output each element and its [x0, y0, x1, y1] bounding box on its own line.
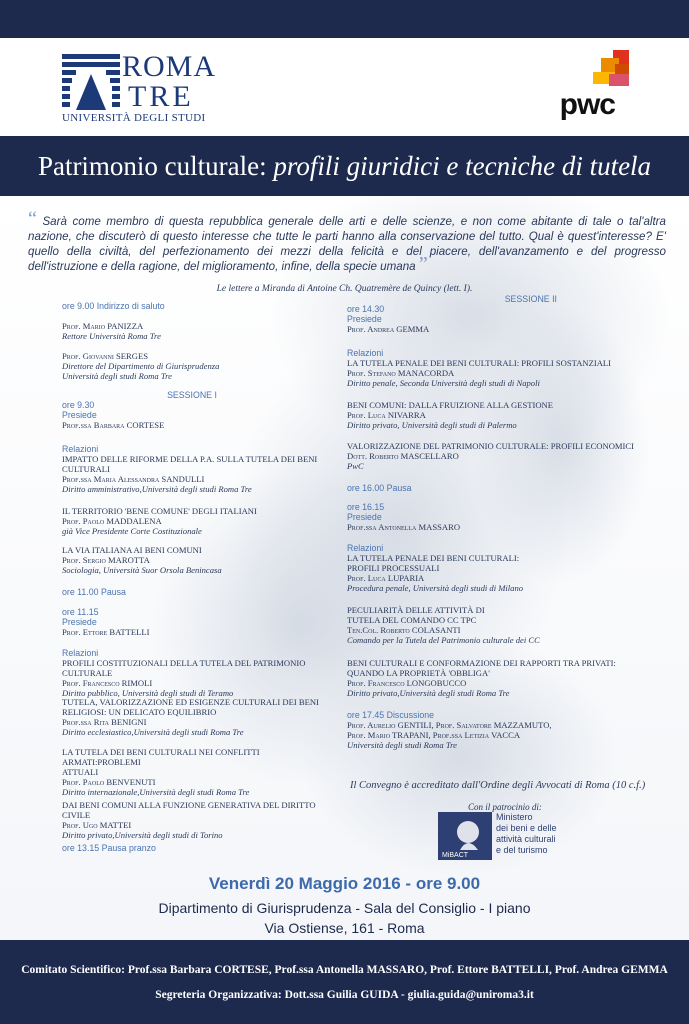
welcome-block	[62, 301, 322, 311]
chair-block	[347, 502, 647, 532]
title-bar	[0, 136, 689, 196]
speaker-role: Università degli studi Roma Tre	[62, 371, 172, 381]
time-heading: ore 13.15 Pausa pranzo	[62, 843, 156, 853]
talk-title: PECULIARITÀ DELLE ATTIVITÀ DI	[347, 605, 485, 615]
time-heading: ore 11.15	[62, 607, 99, 617]
mibact-line: e del turismo	[496, 845, 548, 855]
title-main: Patrimonio culturale:	[37, 150, 267, 181]
roma-tre-arch-icon	[62, 54, 120, 112]
talk-block	[347, 658, 647, 698]
speaker-role: Diritto privato,Università degli studi di Torino	[62, 830, 223, 840]
program-area	[0, 196, 689, 940]
speaker-role: Diritto privato, Università degli studi di Palermo	[347, 420, 517, 430]
mibact-line: Ministero	[496, 812, 533, 822]
talk-block	[347, 543, 647, 593]
talk-block	[347, 441, 647, 471]
mibact-emblem-icon	[438, 812, 492, 860]
speaker-name: Prof. Paolo BENVENUTI	[62, 777, 156, 787]
speaker-name: Prof. Francesco RIMOLI	[62, 678, 153, 688]
speaker-role: Diritto pubblico, Università degli studi di Teramo	[62, 688, 234, 698]
organizing-secretariat: Segreteria Organizzativa: Dott.ssa Guilia GUIDA - giulia.guida@uniroma3.it	[155, 989, 534, 1001]
time-heading: ore 11.00 Pausa	[62, 587, 126, 597]
talk-title: VALORIZZAZIONE DEL PATRIMONIO CULTURALE: PROFILI ECONOMICI	[347, 441, 635, 451]
chair-block	[62, 607, 322, 637]
roma-tre-logo	[62, 50, 217, 126]
mibact-lines	[496, 812, 557, 856]
speaker-name: Prof. Paolo MADDALENA	[62, 516, 162, 526]
title-italic: profili giuridici e tecniche di tutela	[273, 150, 652, 181]
talk-block	[62, 648, 322, 698]
session-2-block	[347, 294, 647, 334]
speaker-name: Ten.Col. Roberto COLASANTI	[347, 625, 461, 635]
talk-title: TUTELA, VALORIZZAZIONE ED ESIGENZE CULTURALI DEI BENI	[62, 697, 319, 707]
speaker-block	[62, 351, 322, 381]
time-heading: ore 14.30	[347, 304, 385, 314]
session-heading: SESSIONE II	[504, 294, 557, 304]
speaker-role: Comando per la Tutela del Patrimonio culturale dei CC	[347, 635, 540, 645]
pwc-blocks-icon	[589, 50, 629, 88]
section-heading: Relazioni	[347, 348, 384, 358]
time-heading: ore 17.45 Discussione	[347, 710, 435, 720]
talk-block	[347, 348, 647, 388]
chair-heading: Presiede	[347, 314, 382, 324]
lunch-block	[62, 843, 322, 853]
talk-title: PROFILI PROCESSUALI	[347, 563, 440, 573]
roma-tre-roma: ROMA	[122, 50, 217, 83]
time-heading: ore 9.00 Indirizzo di saluto	[62, 301, 165, 311]
mibact-line: dei beni e delle	[496, 823, 557, 833]
talk-title: LA TUTELA DEI BENI CULTURALI NEI CONFLITTI ARMATI:PROBLEMI	[62, 747, 260, 767]
logo-bar	[0, 38, 689, 136]
mibact-logo	[438, 812, 558, 864]
speaker-name: Prof. Stefano MANACORDA	[347, 368, 455, 378]
speaker-name: Prof. Luca NIVARRA	[347, 410, 426, 420]
speaker-role: Università degli studi Roma Tre	[347, 740, 457, 750]
quote-text: Sarà come membro di questa repubblica generale delle arti e delle scienze, e non come abitante di tale o tal'altra nazione, che discuterò di questo interesse che tutte le parti hanno alla conservazione del tutto. Qual è quest'interesse? E' quello della civiltà, del perfezionamento dei mezzi della felicità e del piacere, dell'avanzamento e del progresso dell'istruzione e della ragione, del miglioramento, infine, della specie umana	[28, 215, 666, 273]
time-heading: ore 9.30	[62, 400, 95, 410]
speaker-role: Sociologia, Università Suor Orsola Benincasa	[62, 565, 222, 575]
quote	[28, 208, 666, 275]
speaker-name: Prof.ssa Rita BENIGNI	[62, 717, 147, 727]
talk-block	[347, 400, 647, 430]
patronage-label: Con il patrocinio di:	[468, 802, 542, 812]
talk-block	[62, 545, 322, 575]
top-strip	[0, 0, 689, 38]
event-date: Venerdì 20 Maggio 2016 - ore 9.00	[208, 874, 481, 893]
talk-title: DAI BENI COMUNI ALLA FUNZIONE GENERATIVA DEL DIRITTO CIVILE	[62, 800, 316, 820]
quote-open-mark: “	[28, 208, 37, 230]
session-heading: SESSIONE I	[167, 390, 217, 400]
roma-tre-tre: TRE	[128, 80, 194, 113]
chair-heading: Presiede	[62, 410, 97, 420]
talk-block	[62, 506, 322, 536]
break-block	[62, 587, 322, 597]
break-block	[347, 483, 647, 493]
talk-title: QUANDO LA PROPRIETÀ 'OBBLIGA'	[347, 668, 490, 678]
speaker-role: PwC	[347, 461, 364, 471]
quote-close-mark: ”	[418, 253, 428, 275]
speaker-role: Diritto penale, Seconda Università degli studi di Napoli	[347, 378, 540, 388]
talk-title: TUTELA DEL COMANDO CC TPC	[347, 615, 477, 625]
mibact-line: attività culturali	[496, 834, 556, 844]
quote-source: Le lettere a Miranda di Antoine Ch. Quatremère de Quincy (lett. I).	[216, 284, 473, 294]
pwc-logo	[557, 50, 629, 130]
session-1-block	[62, 390, 322, 430]
speaker-name: Prof.ssa Antonella MASSARO	[347, 522, 461, 532]
talk-title: BENI COMUNI: DALLA FRUIZIONE ALLA GESTIONE	[347, 400, 553, 410]
speaker-role: Direttore del Dipartimento di Giurisprudenza	[62, 361, 220, 371]
talk-title: LA TUTELA PENALE DEI BENI CULTURALI: PROFILI SOSTANZIALI	[347, 358, 612, 368]
time-heading: ore 16.15	[347, 502, 385, 512]
scientific-committee: Comitato Scientifico: Prof.ssa Barbara CORTESE, Prof.ssa Antonella MASSARO, Prof. Ettore BATTELLI, Prof. Andrea GEMMA	[21, 964, 668, 976]
speaker-role: Diritto privato,Università degli studi Roma Tre	[347, 688, 510, 698]
speaker-name: Prof.ssa Barbara CORTESE	[62, 420, 165, 430]
event-address: Via Ostiense, 161 - Roma	[264, 920, 425, 936]
talk-block	[62, 444, 322, 494]
chair-heading: Presiede	[347, 512, 382, 522]
section-heading: Relazioni	[62, 648, 99, 658]
event-place: Dipartimento di Giurisprudenza - Sala del Consiglio - I piano	[158, 900, 531, 916]
speaker-name: Prof. Sergio MAROTTA	[62, 555, 150, 565]
speaker-role: Rettore Università Roma Tre	[62, 331, 161, 341]
page-title	[38, 151, 651, 182]
talk-title: PROFILI COSTITUZIONALI DELLA TUTELA DEL PATRIMONIO CULTURALE	[62, 658, 306, 678]
accreditation-note: Il Convegno è accreditato dall'Ordine degli Avvocati di Roma (10 c.f.)	[350, 780, 646, 791]
talk-block	[347, 605, 647, 645]
speaker-name: Dott. Roberto MASCELLARO	[347, 451, 459, 461]
mibact-label: MiBACT	[442, 852, 469, 859]
speaker-name: Prof. Mario PANIZZA	[62, 321, 144, 331]
speaker-name: Prof.ssa Maria Alessandra SANDULLI	[62, 474, 205, 484]
section-heading: Relazioni	[347, 543, 384, 553]
talk-title: BENI CULTURALI E CONFORMAZIONE DEI RAPPORTI TRA PRIVATI:	[347, 658, 616, 668]
section-heading: Relazioni	[62, 444, 99, 454]
footer	[0, 940, 689, 1024]
talk-block	[62, 747, 322, 797]
speaker-role: Diritto amministrativo,Università degli studi Roma Tre	[62, 484, 252, 494]
speaker-name: Prof. Luca LUPARIA	[347, 573, 425, 583]
talk-title: IL TERRITORIO 'BENE COMUNE' DEGLI ITALIANI	[62, 506, 257, 516]
chair-heading: Presiede	[62, 617, 97, 627]
talk-title: LA TUTELA PENALE DEI BENI CULTURALI:	[347, 553, 520, 563]
pwc-wordmark: pwc	[559, 88, 615, 121]
speaker-block	[62, 321, 322, 341]
speaker-name: Prof. Ettore BATTELLI	[62, 627, 150, 637]
speaker-role: Diritto ecclesiastico,Università degli studi Roma Tre	[62, 727, 244, 737]
talk-title: IMPATTO DELLE RIFORME DELLA P.A. SULLA TUTELA DEI BENI	[62, 454, 318, 464]
speaker-name: Prof. Aurelio GENTILI, Prof. Salvatore MAZZAMUTO,	[347, 720, 552, 730]
speaker-name: Prof. Giovanni SERGES	[62, 351, 148, 361]
talk-block	[62, 697, 322, 737]
talk-title: ATTUALI	[62, 767, 99, 777]
speaker-name: Prof. Francesco LONGOBUCCO	[347, 678, 467, 688]
talk-title: RELIGIOSI: UN DELICATO EQUILIBRIO	[62, 707, 217, 717]
talk-title: CULTURALI	[62, 464, 110, 474]
roma-tre-university: UNIVERSITÀ DEGLI STUDI	[62, 112, 206, 124]
talk-block	[62, 800, 322, 840]
speaker-name: Prof. Mario TRAPANI, Prof.ssa Letizia VACCA	[347, 730, 521, 740]
discussion-block	[347, 710, 647, 750]
speaker-role: Diritto internazionale,Università degli studi Roma Tre	[62, 787, 250, 797]
speaker-role: Procedura penale, Università degli studi di Milano	[347, 583, 524, 593]
speaker-role: già Vice Presidente Corte Costituzionale	[62, 526, 202, 536]
speaker-name: Prof. Ugo MATTEI	[62, 820, 132, 830]
speaker-name: Prof. Andrea GEMMA	[347, 324, 430, 334]
time-heading: ore 16.00 Pausa	[347, 483, 412, 493]
talk-title: LA VIA ITALIANA AI BENI COMUNI	[62, 545, 202, 555]
